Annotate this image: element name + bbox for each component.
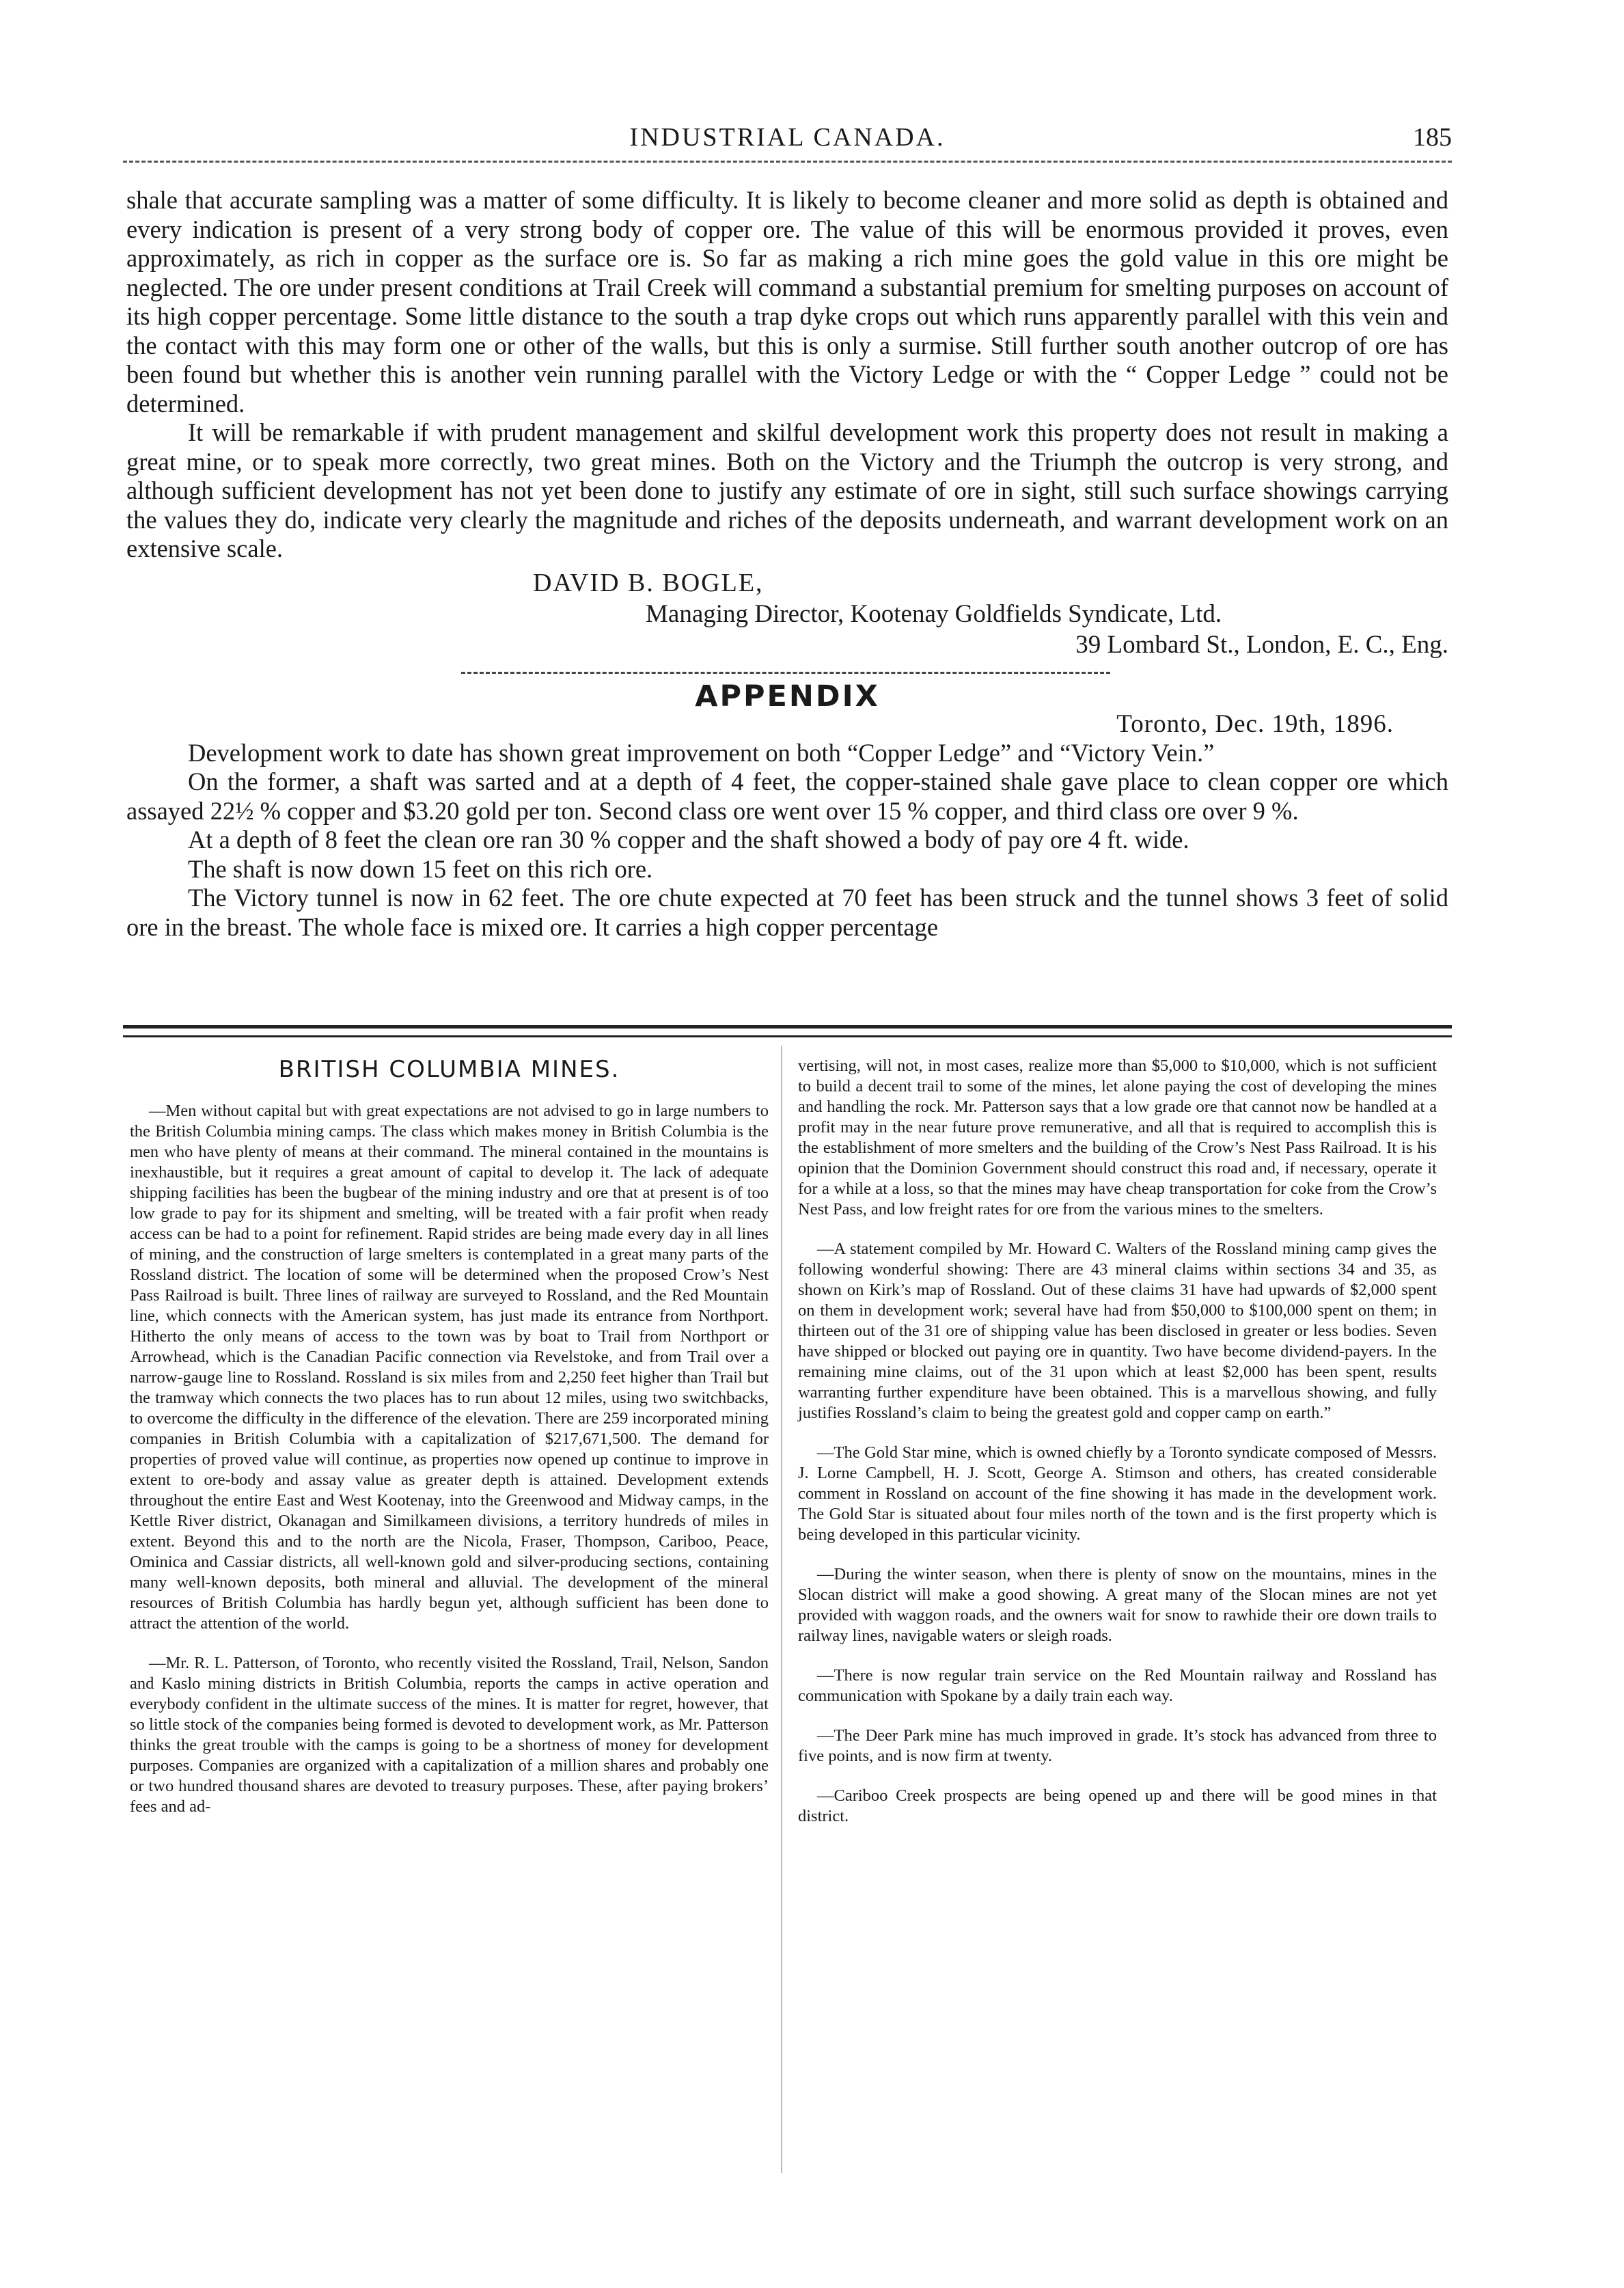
- letter-paragraph: It will be remarkable if with prudent management and skilful development work this property does not result in making a great mine, or to speak more correctly, two great mines. Both on the Victory and the Triumph the outcrop is very strong, and although sufficient development has not yet been done to justify any estimate of ore in sight, still such surface showings carrying the values they do, indicate very clearly the magnitude and riches of the deposits underneath, and warrant development work on an extensive scale.: [126, 418, 1448, 562]
- double-rule-divider: [123, 1025, 1452, 1037]
- appendix-paragraph: The Victory tunnel is now in 62 feet. The ore chute expected at 70 feet has been struck and the tunnel shows 3 feet of solid ore in the breast. The whole face is mixed ore. It carries a high copper percentage: [126, 884, 1448, 941]
- appendix-paragraph: Development work to date has shown great improvement on both “Copper Ledge” and “Victory Vein.”: [188, 738, 1215, 767]
- news-item: —Mr. R. L. Patterson, of Toronto, who recently visited the Rossland, Trail, Nelson, Sandon and Kaslo mining districts in British Columbia, reports the camps in active operation and everybody confident in the ultimate success of the mines. It is matter for regret, however, that so little stock of the companies being formed is devoted to development work, as Mr. Patterson thinks the great trouble with the camps is going to be a shortness of money for development purposes. Companies are organized with a capitalization of a million shares and probably one or two hundred thousand shares are devoted to treasury purposes. These, after paying brokers’ fees and ad-: [130, 1654, 769, 1816]
- appendix-title: APPENDIX: [695, 679, 880, 713]
- letter-section: [126, 186, 1448, 942]
- news-item: —The Deer Park mine has much improved in grade. It’s stock has advanced from three to five points, and is now firm at twenty.: [798, 1726, 1437, 1765]
- news-item: —A statement compiled by Mr. Howard C. Walters of the Rossland mining camp gives the following wonderful showing: There are 43 mineral claims within sections 34 and 35, as shown on Kirk’s map of Rossland. Out of these claims 31 have had upwards of $2,000 spent on them in development work; several have had from $50,000 to $100,000 spent on them; in thirteen out of the 31 ore of shipping value has been disclosed in greater or less bodies. Seven have shipped or blocked out paying ore in quantity. Two have become dividend-payers. In the remaining mine claims, out of the 31 upon which at least $2,000 has been spent, results warranting further expenditure have been obtained. This is a marvellous showing, and fully justifies Rossland’s claim to being the greatest gold and copper camp on earth.”: [798, 1240, 1437, 1422]
- letter-paragraph: shale that accurate sampling was a matter of some difficulty. It is likely to become cleaner and more solid as depth is obtained and every indication is present of a very strong body of copper ore. The value of this will be enormous provided it proves, even approximately, as rich in copper as the surface ore is. So far as making a rich mine goes the gold value in this ore might be neglected. The ore under present conditions at Trail Creek will command a substantial premium for smelting purposes on account of its high copper percentage. Some little distance to the south a trap dyke crops out which runs apparently parallel with this vein and the contact with this may form one or other of the walls, but this is only a surmise. Still further south another outcrop of ore has been found but whether this is another vein running parallel with the Victory Ledge or with the “ Copper Ledge ” could not be determined.: [126, 186, 1448, 418]
- running-header: [123, 120, 1452, 163]
- bc-mines-right-column: [798, 1056, 1437, 1846]
- signature-address: 39 Lombard St., London, E. C., Eng.: [1075, 630, 1448, 659]
- section-title: BRITISH COLUMBIA MINES.: [278, 1056, 620, 1083]
- news-item: —Men without capital but with great expectations are not advised to go in large numbers to the British Columbia mining camps. The class which makes money in British Columbia is the men who have plenty of means at their command. The mineral contained in the mountains is inexhaustible, but it requires a great amount of capital to develop it. The lack of adequate shipping facilities has been the bugbear of the mining industry and ore that at present is of too low grade to pay for its shipment and smelting, will be treated with a fair profit when ready access can be had to a point for refinement. Rapid strides are being made every day in all lines of mining, and the construction of large smelters is contemplated in a great many parts of the Rossland district. The location of some will be determined when the proposed Crow’s Nest Pass Railroad is built. Three lines of railway are surveyed to Rossland, and the Red Mountain line, which connects with the American system, has just made its entrance from Northport. Hitherto the only means of access to the town was by boat to Trail from Northport or Arrowhead, which is the Canadian Pacific connection via Revelstoke, and from Trail over a narrow-gauge line to Rossland. Rossland is six miles from and 2,250 feet higher than Trail but the tramway which connects the two places has to run about 12 miles, using two switchbacks, to overcome the difficulty in the difference of the elevation. There are 259 incorporated mining companies in British Columbia with a capitalization of $217,671,500. The demand for properties of proved value will continue, as properties now opened up continue to improve in extent to ore-body and assay value as greater depth is attained. Development extends throughout the entire East and West Kootenay, into the Greenwood and Midway camps, in the Kettle River district, Okanagan and Similkameen divisions, a territory hundreds of miles in extent. Beyond this and to the north are the Nicola, Fraser, Thompson, Cariboo, Peace, Ominica and Cassiar districts, all well-known gold and silver-producing sections, containing many well-known deposits, both mineral and alluvial. The development of the mineral resources of British Columbia has hardly begun yet, although sufficient has been done to attract the attention of the world.: [130, 1102, 769, 1633]
- appendix-paragraph: At a depth of 8 feet the clean ore ran 30 % copper and the shaft showed a body of pay ore 4 ft. wide.: [188, 826, 1189, 854]
- section-divider: [461, 672, 1110, 674]
- running-header-title: INDUSTRIAL CANADA.: [629, 123, 946, 152]
- news-item: —The Gold Star mine, which is owned chiefly by a Toronto syndicate composed of Messrs. J. Lorne Campbell, H. J. Scott, George A. Stimson and others, has created considerable comment in Rossland on account of the fine showing it has made in the development work. The Gold Star is situated about four miles north of the town and is the first property which is being developed in this particular vicinity.: [798, 1443, 1437, 1544]
- bc-mines-left-column: [130, 1056, 769, 1836]
- signature-name: DAVID B. BOGLE,: [533, 568, 764, 597]
- page-number: 185: [1413, 123, 1452, 152]
- news-item: —During the winter season, when there is plenty of snow on the mountains, mines in the Slocan district will make a good showing. A great many of the Slocan mines are not yet provided with waggon roads, and the owners wait for snow to rawhide their ore down trails to railway lines, navigable waters or sleigh roads.: [798, 1565, 1437, 1645]
- news-item: —Cariboo Creek prospects are being opened up and there will be good mines in that district.: [798, 1786, 1437, 1825]
- news-item-continued: vertising, will not, in most cases, realize more than $5,000 to $10,000, which is not sufficient to build a decent trail to some of the mines, let alone paying the cost of developing the mines and handling the rock. Mr. Patterson says that a low grade ore that cannot now be handled at a profit may in the near future prove remunerative, and all that is required to accomplish this is the establishment of more smelters and the building of the Crow’s Nest Pass Railroad. It is his opinion that the Dominion Government should construct this road and, if necessary, operate it for a while at a loss, so that the mines may have cheap transportation for coke from the Crow’s Nest Pass, and low freight rates for ore from the various mines to the smelters.: [798, 1057, 1437, 1218]
- appendix-dateline: Toronto, Dec. 19th, 1896.: [1116, 709, 1394, 738]
- column-separator: [781, 1046, 782, 2173]
- appendix-paragraph: The shaft is now down 15 feet on this rich ore.: [188, 854, 653, 883]
- appendix-paragraph: On the former, a shaft was sarted and at a depth of 4 feet, the copper-stained shale gave place to clean copper ore which assayed 22½ % copper and $3.20 gold per ton. Second class ore went over 15 % copper, and third class ore over 9 %.: [126, 767, 1448, 825]
- signature-title: Managing Director, Kootenay Goldfields Syndicate, Ltd.: [646, 599, 1222, 628]
- news-item: —There is now regular train service on the Red Mountain railway and Rossland has communication with Spokane by a daily train each way.: [798, 1666, 1437, 1705]
